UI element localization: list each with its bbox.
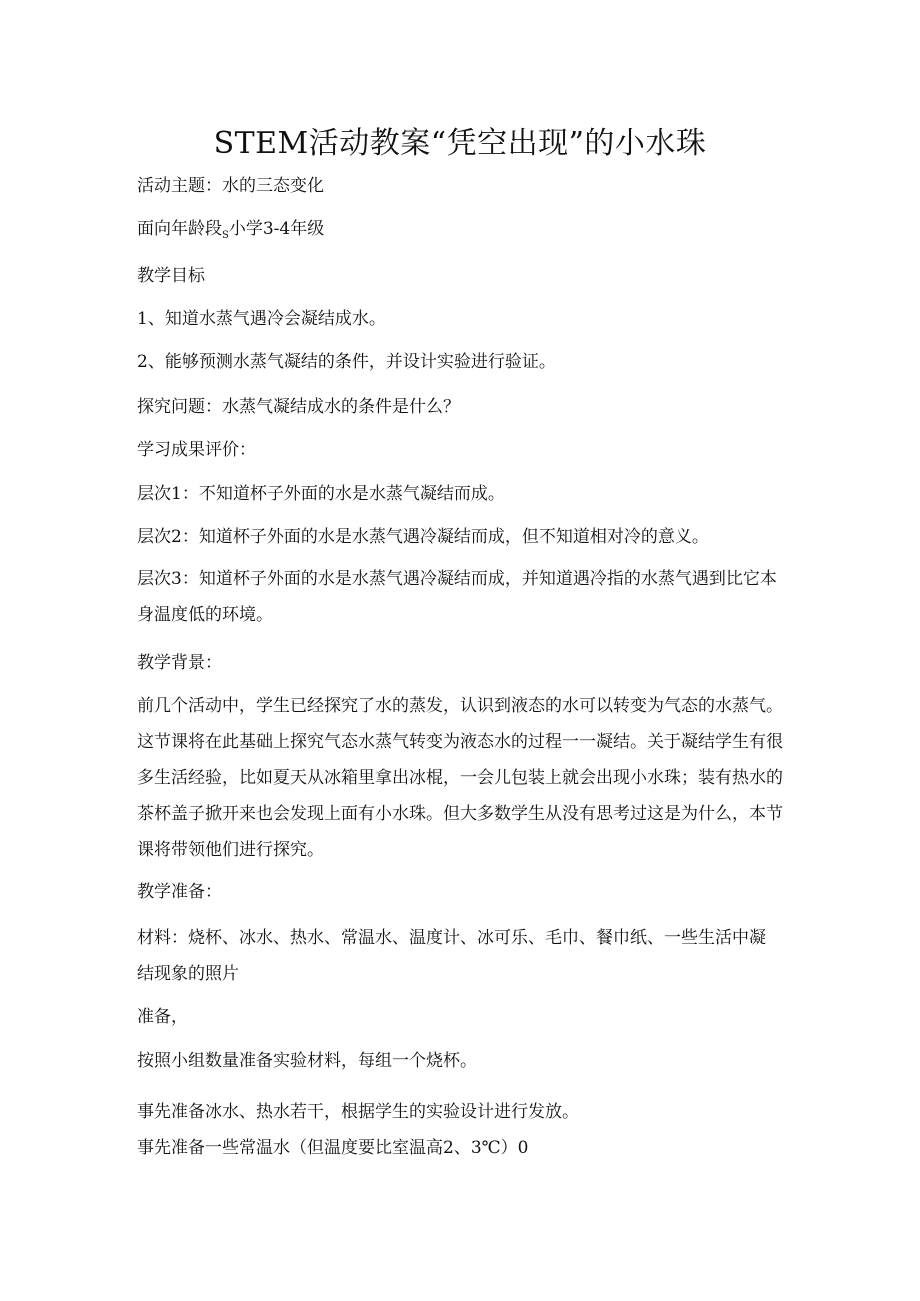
evaluation-level-3-line: 层次3：知道杯子外面的水是水蒸气遇冷凝结而成，并知道遇冷指的水蒸气遇到比它本 xyxy=(137,569,777,589)
materials-list xyxy=(137,920,797,992)
preparation-item-3: 事先准备一些常温水（但温度要比室温高2、3℃）0 xyxy=(137,1138,529,1158)
background-line: 前几个活动中，学生已经探究了水的蒸发，认识到液态的水可以转变为气态的水蒸气。 xyxy=(137,696,783,716)
evaluation-level-3-line: 身温度低的环境。 xyxy=(137,605,273,625)
target-age-sub: S xyxy=(222,230,229,241)
background-line: 这节课将在此基础上探究气态水蒸气转变为液态水的过程一一凝结。关于凝结学生有很 xyxy=(137,732,783,752)
preparation-item-2: 事先准备冰水、热水若干，根据学生的实验设计进行发放。 xyxy=(137,1102,579,1122)
preparation-heading: 教学准备： xyxy=(137,882,222,902)
goal-2: 2、能够预测水蒸气凝结的条件，并设计实验进行验证。 xyxy=(137,352,556,372)
target-age xyxy=(137,219,324,246)
background-line: 茶杯盖子掀开来也会发现上面有小水珠。但大多数学生从没有思考过这是为什么，本节 xyxy=(137,804,783,824)
target-age-label: 面向年龄段 xyxy=(137,219,222,239)
preparation-label: 准备， xyxy=(137,1007,188,1027)
evaluation-heading: 学习成果评价： xyxy=(137,440,256,460)
evaluation-level-1: 层次1：不知道杯子外面的水是水蒸气凝结而成。 xyxy=(137,484,505,504)
evaluation-level-2: 层次2：知道杯子外面的水是水蒸气遇冷凝结而成，但不知道相对冷的意义。 xyxy=(137,527,709,547)
document-title: STEM活动教案“凭空出现”的小水珠 xyxy=(213,126,707,161)
goal-1: 1、知道水蒸气遇冷会凝结成水。 xyxy=(137,309,386,329)
materials-line: 材料：烧杯、冰水、热水、常温水、温度计、冰可乐、毛巾、餐巾纸、一些生活中凝 xyxy=(137,928,766,948)
preparation-item-1: 按照小组数量准备实验材料，每组一个烧杯。 xyxy=(137,1051,477,1071)
background-heading: 教学背景： xyxy=(137,653,222,673)
background-line: 课将带领他们进行探究。 xyxy=(137,840,324,860)
activity-theme: 活动主题：水的三态变化 xyxy=(137,176,324,196)
inquiry-question: 探究问题：水蒸气凝结成水的条件是什么？ xyxy=(137,397,460,417)
background-line: 多生活经验，比如夏天从冰箱里拿出冰棍，一会儿包装上就会出现小水珠；装有热水的 xyxy=(137,768,783,788)
goals-heading: 教学目标 xyxy=(137,266,205,286)
target-age-value: 小学3-4年级 xyxy=(228,219,325,239)
background-paragraph xyxy=(137,688,797,868)
evaluation-level-3 xyxy=(137,561,797,633)
materials-line: 结现象的照片 xyxy=(137,964,239,984)
